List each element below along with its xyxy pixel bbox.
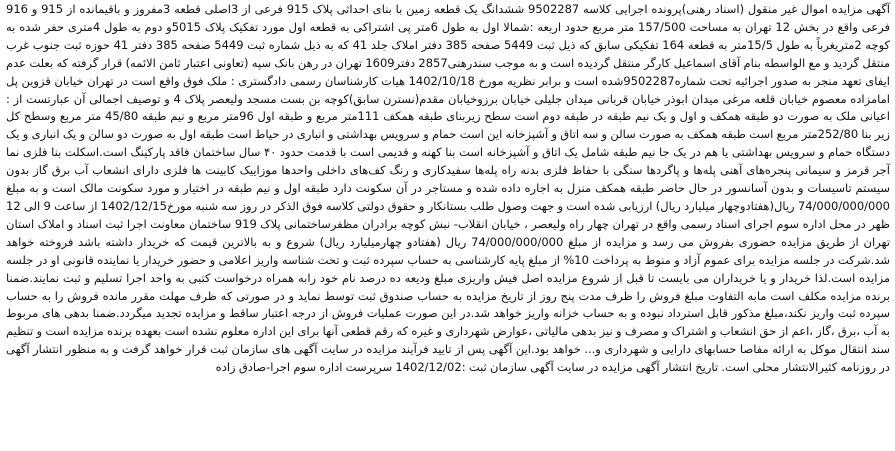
- auction-notice-text: آگهی مزایده اموال غیر منقول (اسناد رهنی)پرونده اجرایی کلاسه 9502287 ششدانگ یک قطعه زمین با بنای احداثی پلاک 915 فرعی از 3اصلی قطعه 3مفروز و باقیمانده از 915 و 916 فرعی واقع در بخش 12 تهران به مساحت 157/500 متر مربع حدود اربعه :شمالا اول به طول 6متر پی اشتراکی به قطعه اول مورد تفکیک پلاک 5015و دوم به طول 4متری حفر شده به کوچه 2متریغرباً به طول 15/5متر به قطعه 164 تفکیکی سابق که ذیل ثبت 5449 صفحه 385 دفتر املاک جلد 41 که به ذیل شماره ثبت 5449 صفحه 385 دفتر 41 حوزه ثبت جنوب غرب منتقل گردید و مع الواسطه بنام آقای اسماعیل کارگر منتقل گردیده است و به موجب سندرهنی2857 دفتر1609 تهران در رهن بانک سپه (تعاونی اعتبار ثامن الائمه) قرار گرفته که بعلت عدم ایفای تعهد منجر به صدور اجرائیه تحت شماره9502287شده است و برابر نظریه مورخ 1402/10/18 هیات کارشناسان رسمی دادگستری : ملک فوق واقع است در تهران خیابان قزوین پل امامزاده معصوم خیابان قلعه مرغی میدان ابوذر خیابان قربانی میدان جلیلی خیابان برزوخیابان مقدم(نسترن سابق)کوچه بن بست مسجد ولیعصر پلاک 4 و توصیف اجمالی آن عبارتست از : اعیانی ملک به صورت دو طبقه همکف و اول و یک نیم طبقه در طبقه دوم است سطح زیربنای طبقه همکف 111متر مربع و طبقه اول 96متر مربع و نیم طبقه 45/80 متر مربع وسطح کل زیر بنا 252/80متر مربع است طبقه همکف به صورت سالن و سه اتاق و آشپزخانه این است حمام و سرویس بهداشتی و انباری در حیاط است طبقه اول به صورت دو سالن و یک انباری و یک دستگاه حمام و سرویس بهداشتی یا هم در یک جا نیم طبقه شامل یک اتاق و آشپزخانه است بنا کهنه و قدیمی است با قدمت حدود ۴۰ سال ساختمان فاقد پارکینگ است.اسکلت بنا فلزی نما آجر قرمز و سیمانی پنجره‌های آهنی پله‌ها و پاگردها سنگی با حفاظ فلزی بدنه راه پله‌ها سفیدکاری و رنگ کف‌های داخلی واحدها موزاییک کابینت ها فلزی دارای انشعاب آب برق گاز بدون سیستم تاسیسات و بدون آسانسور در حال حاضر طبقه همکف منزل به اجاره داده شده و مستاجر در آن سکونت دارد طبقه اول و نیم طبقه در اختیار و مورد سکونت مالک است و به مبلغ 74/000/000/000 ریال(هفتادوچهار میلیارد ریال) ارزیابی شده است و جهت وصول طلب بستانکار و حقوق دولتی کلاسه فوق الذکر در روز سه شنبه مورخ1402/12/15 از ساعت 9 الی 12 ظهر در محل اداره سوم اجرای اسناد رسمی واقع در تهران چهار راه ولیعصر ، خیابان انقلاب- نبش کوچه برادران مظفرساختمانی پلاک 919 ساختمان معاونت اجرا ثبت اسناد و املاک استان تهران از طریق مزایده حضوری بفروش می رسد و مزایده از مبلغ 74/000/000/000 ریال (هفتادو چهارمیلیارد ریال) شروع و به بالاترین قیمت که خریدار داشته باشد فروخته خواهد شد.شرکت در جلسه مزایده برای عموم آزاد و منوط به پرداخت 10% از مبلغ پایه کارشناسی به حساب سپرده ثبت و تحت شناسه واریز اعلامی و حضور خریدار یا نماینده قانونی او در جلسه مزایده است.لذا خریدار و یا خریداران می بایست تا قبل از شروع مزایده اصل فیش واریزی مبلغ ودیعه ده درصد نام خود رابه همراه درخواست کتبی به واحد اجرا تسلیم و ثبت نمایند.ضمنا برنده مزایده مکلف است مابه التفاوت مبلغ فروش را ظرف مدت پنج روز از تاریخ مزایده به حساب صندوق ثبت توسط نماید و در صورتی که ظرف مهلت مقرر مانده فروش را به حساب سپرده ثبت واریز نکند،مبلغ مذکور قابل استرداد نبوده و به حساب خزانه واریز خواهد شد.در این صورت عملیات فروش از درجه اعتبار ساقط و مزایده تجدید میگردد.ضمنا بدهی های مربوط به آب ،برق ،گاز ،اعم از حق انشعاب و اشتراک و مصرف و نیز بدهی مالیاتی ،عوارض شهرداری و غیره که رقم قطعی آنها برای این اداره معلوم نشده است بعهده برنده مزایده است و تنظیم سند انتقال موکل به ارائه مفاصا حسابهای دارایی و شهرداری و... خواهد بود.این آگهی پس از تایید فرآیند مزایده در سایت آگهی های سازمان ثبت قرار خواهد گرفت و به منظور انتشار آگهی در روزنامه کثیرالانتشار محلی است. تاریخ انتشار آگهی مزایده در سایت آگهی سازمان ثبت :1402/12/02 سرپرست اداره سوم اجرا-صادق زاده: [6, 2, 891, 375]
